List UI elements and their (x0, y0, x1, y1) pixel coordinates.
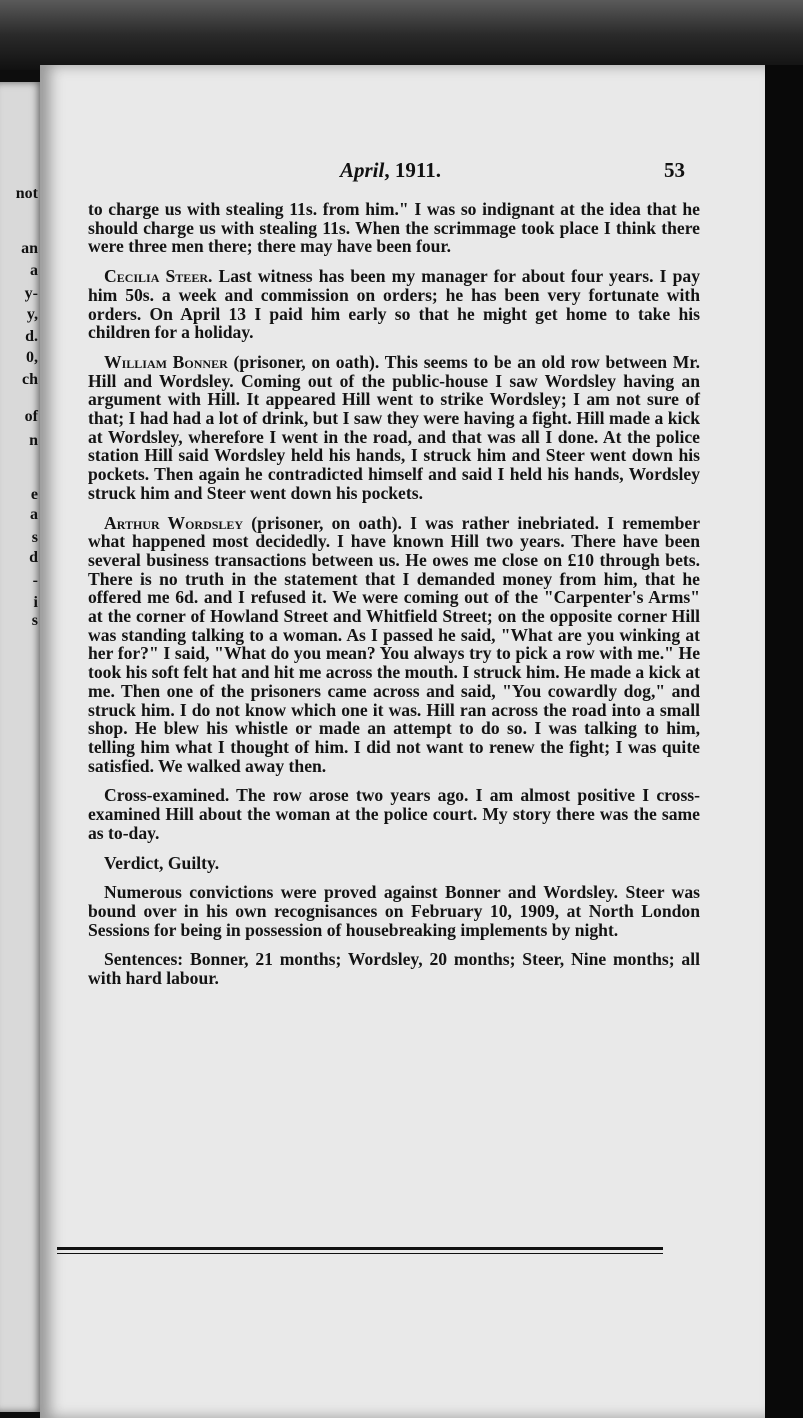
para-william-bonner (88, 353, 700, 503)
left-page-margin (0, 82, 44, 1412)
left-margin-fragment: of (24, 408, 38, 425)
left-margin-fragment: not (15, 185, 38, 202)
speaker-name: William Bonner (104, 351, 228, 372)
header-year: , 1911. (384, 158, 441, 182)
left-margin-fragment: an (21, 240, 38, 257)
left-margin-fragment: ch (22, 371, 38, 388)
paragraph-text: Numerous convictions were proved against Bonner and Wordsley. Steer was bound over in his own recognisances on February 10, 1909, at North London Sessions for being in possession of housebreaking implements by night. (88, 882, 700, 940)
closing-rule-thin (57, 1253, 663, 1254)
para-verdict (88, 854, 700, 873)
paragraph-text: Verdict, Guilty. (104, 852, 220, 873)
left-margin-fragment: y, (26, 306, 38, 323)
page-header (340, 158, 685, 186)
left-margin-fragment: i (33, 594, 38, 611)
left-margin-fragment: y- (24, 285, 38, 302)
left-margin-fragment: n (29, 432, 38, 449)
header-month: April (340, 158, 385, 182)
closing-rule-thick (57, 1247, 663, 1250)
para-arthur-wordsley (88, 514, 700, 776)
left-margin-fragment: d (29, 549, 38, 566)
header-date (340, 158, 441, 183)
para-continued (88, 200, 700, 256)
paragraph-text: (prisoner, on oath). I was rather inebriated. I remember what happened most decidedly. I have known Hill two years. There have been several business transactions between us. He owes me close on £10 through bets. There is no truth in the statement that I demanded money from him, that he offered me 6d. and I refused it. We were coming out of the "Carpenter's Arms" at the corner of Howland Street and Whitfield Street; on the opposite corner Hill was standing talking to a woman. As I passed he said, "What are you winking at her for?" I said, "What do you mean? You always try to pick a row with me." He took his soft felt hat and hit me across the mouth. I struck him. He made a kick at me. Then one of the prisoners came across and said, "You cowardly dog," and struck him. I do not know which one it was. Hill ran across the road into a small shop. He blew his whistle or made an attempt to do so. I was talking to him, telling him what I thought of him. I did not want to renew the fight; I was quite satisfied. We walked away then. (88, 512, 700, 776)
para-cecilia-steer (88, 267, 700, 342)
left-margin-fragment: 0, (26, 349, 38, 366)
paragraph-text: (prisoner, on oath). This seems to be an old row between Mr. Hill and Wordsley. Coming out of the public-house I saw Wordsley having an argument with Hill. It appeared Hill went to strike Wordsley; I am not sure of that; I had had a lot of drink, but I saw they were having a fight. Hill made a kick at Wordsley, wherefore I went in the road, and that was all I done. At the police station Hill said Wordsley held his hands, I struck him and Steer went down his pockets. Then again he contradicted himself and said I held his hands, Wordsley struck him and Steer went down his pockets. (88, 351, 701, 503)
page-number: 53 (664, 158, 685, 182)
left-margin-fragment: d. (25, 328, 38, 345)
paragraph-text: Cross-examined. The row arose two years ago. I am almost positive I cross-examined Hill about the woman at the police court. My story there was the same as to-day. (88, 785, 700, 843)
para-sentences (88, 950, 700, 987)
left-margin-fragment: e (30, 486, 38, 503)
left-margin-fragment: s (31, 612, 38, 629)
page-body-text (88, 200, 700, 999)
para-cross-examined (88, 786, 700, 842)
paragraph-text: Last witness has been my manager for about four years. I pay him 50s. a week and commission on orders; he has been very fortunate with orders. On April 13 I paid him early so that he might get home to take his children for a holiday. (88, 266, 700, 343)
speaker-name: Arthur Wordsley (104, 512, 244, 533)
left-margin-fragment: a (30, 262, 38, 279)
paragraph-text: to charge us with stealing 11s. from him." I was so indignant at the idea that he should charge us with stealing 11s. When the scrimmage took place I think there were three men there; there may have been four. (88, 199, 700, 257)
scan-background-right (765, 65, 803, 1418)
left-margin-fragment: - (32, 572, 38, 589)
left-margin-fragment: a (30, 506, 38, 523)
para-convictions (88, 883, 700, 939)
scan-background-top (0, 0, 803, 70)
paragraph-text: Sentences: Bonner, 21 months; Wordsley, 20 months; Steer, Nine months; all with hard labour. (88, 949, 700, 989)
left-margin-fragment: s (31, 529, 38, 546)
speaker-name: Cecilia Steer. (104, 266, 213, 287)
